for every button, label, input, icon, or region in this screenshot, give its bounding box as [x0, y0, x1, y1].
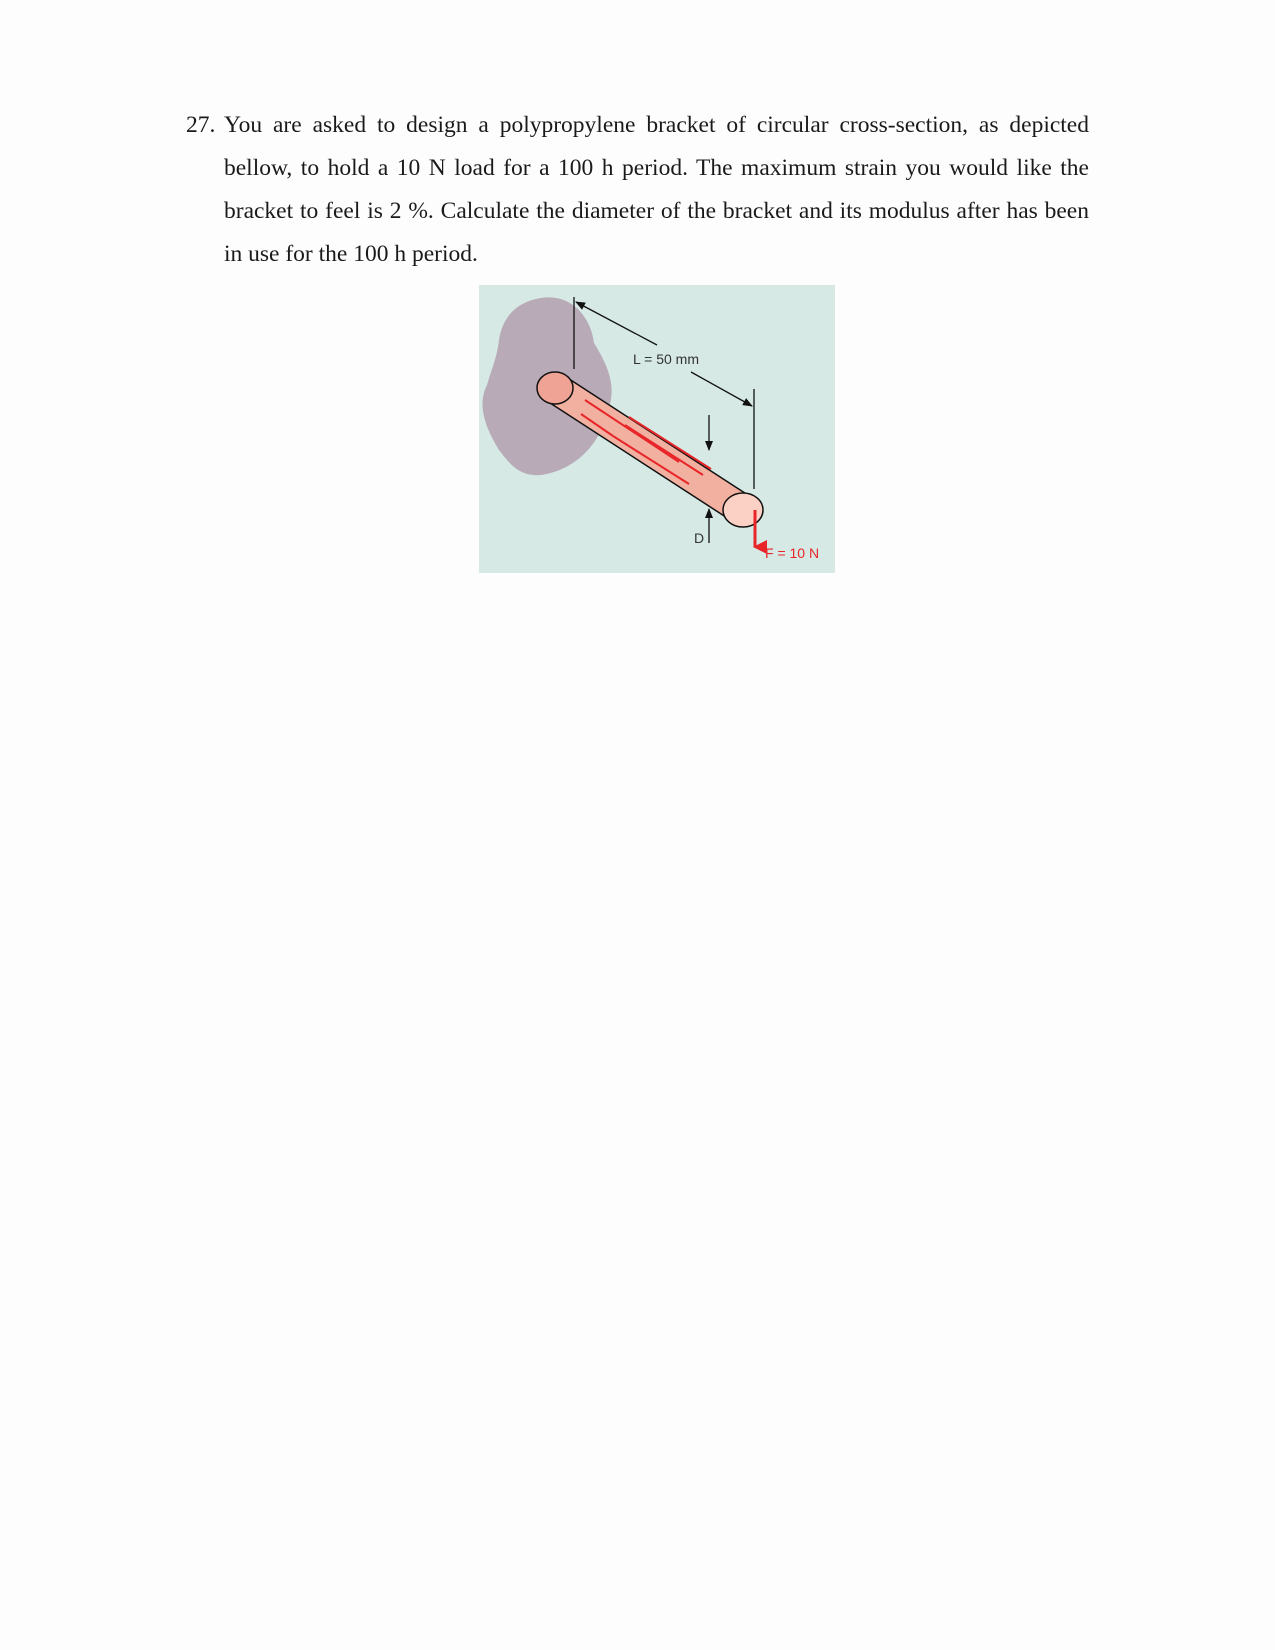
- length-label: L = 50 mm: [633, 351, 700, 367]
- bracket-figure: [479, 285, 835, 573]
- problem-number: 27.: [186, 112, 216, 138]
- problem-text: You are asked to design a polypropylene bracket of circular cross-section, as depicted bellow, to hold a 10 N load for a 100 h period. The maximum strain you would like the bracket to feel is 2 %. Calculate the diameter of the bracket and its modulus after has been in use for the 100 h period.: [224, 112, 1089, 267]
- rod-fixed-end: [537, 372, 573, 404]
- force-label: F = 10 N: [765, 545, 820, 561]
- rod-free-end: [723, 493, 763, 527]
- diameter-label: D: [694, 530, 705, 546]
- problem-statement: [186, 104, 1089, 276]
